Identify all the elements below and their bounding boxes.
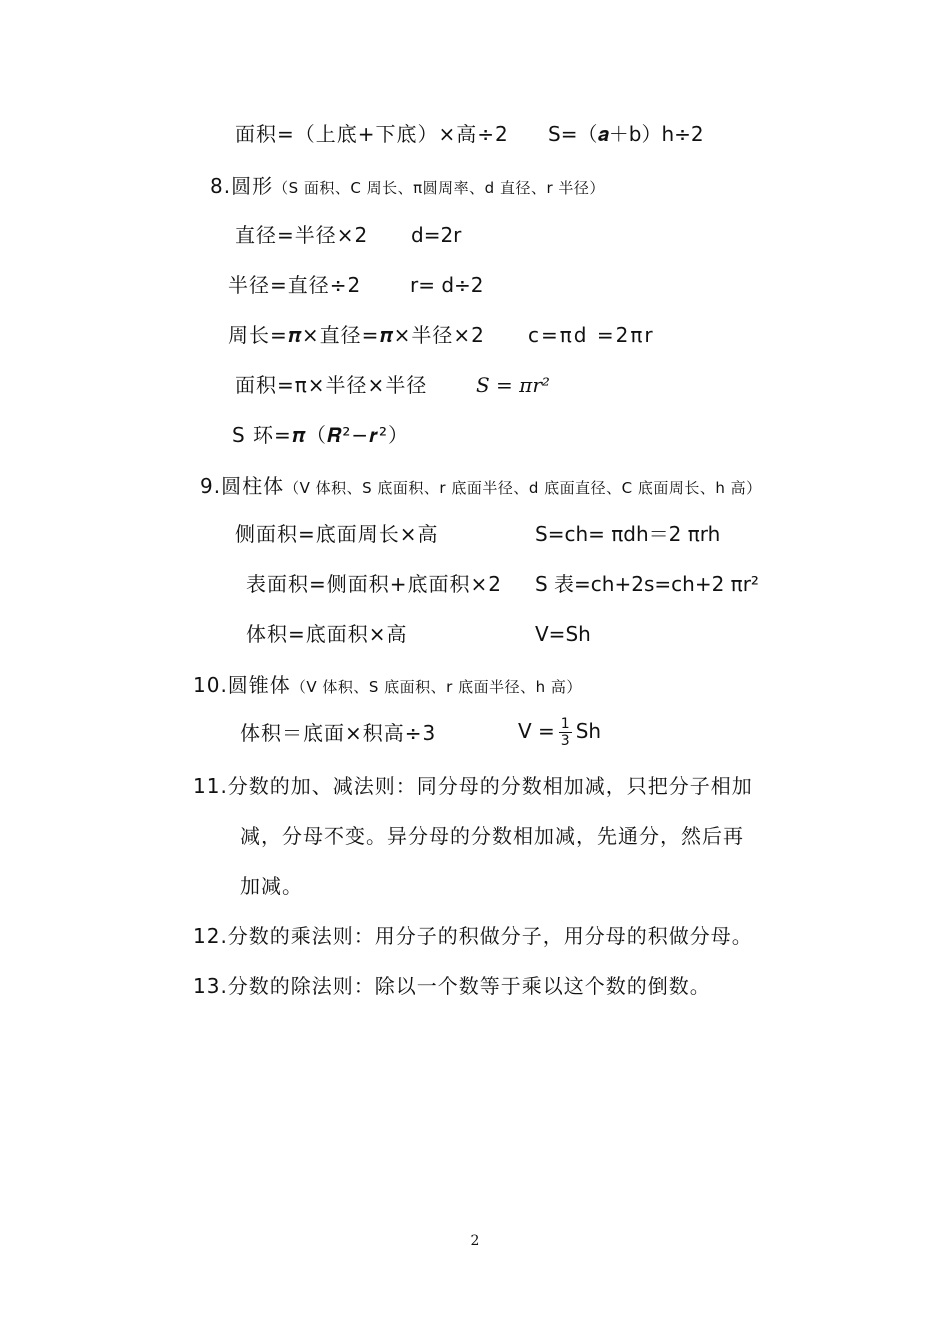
cone-volume-formula [518,716,601,749]
cone-formula-suffix: Sh [575,719,602,743]
cone-heading [193,671,582,701]
rule-11-line-1: 11.分数的加、减法则：同分母的分数相加减，只把分子相加 [193,774,753,798]
cone-heading-title: 10.圆锥体 [193,673,291,697]
cylinder-heading-note: （V 体积、S 底面积、r 底面半径、d 底面直径、C 底面周长、h 高） [284,479,762,497]
fraction-numerator: 1 [560,716,570,732]
rule-12: 12.分数的乘法则：用分子的积做分子，用分母的积做分母。 [193,924,753,948]
cone-volume-text: 体积＝底面×积高÷3 [240,721,437,745]
cylinder-volume-formula: V=Sh [535,622,591,646]
trapezoid-area-formula: S=（𝒂＋b）h÷2 [548,122,704,146]
circle-heading [210,172,605,202]
cone-formula-prefix: V = [518,719,555,743]
circle-heading-title: 8.圆形 [210,174,274,198]
circle-area-text: 面积=π×半径×半径 [235,373,428,397]
circle-diameter-formula: d=2r [411,223,462,247]
circle-heading-note: （S 面积、C 周长、π圆周率、d 直径、r 半径） [273,179,605,197]
cylinder-heading-title: 9.圆柱体 [200,474,285,498]
rule-11-line-2: 减，分母不变。异分母的分数相加减，先通分，然后再 [240,824,744,848]
circle-circumference-text: 周长=𝝅×直径=𝝅×半径×2 [228,323,485,347]
cone-heading-note: （V 体积、S 底面积、r 底面半径、h 高） [290,678,582,696]
cone-formula-fraction [559,716,572,749]
cylinder-surface-area-formula: S 表=ch+2s=ch+2 πr² [535,572,759,596]
circle-diameter-text: 直径=半径×2 [235,223,369,247]
trapezoid-area-text: 面积=（上底+下底）×高÷2 [235,122,509,146]
page-number: 2 [470,1233,480,1249]
cylinder-lateral-area-formula: S=ch= πdh＝2 πrh [535,522,721,546]
circle-ring-area-text: S 环=𝝅（𝑹²−𝒓²） [232,423,410,447]
circle-area-formula: S = πr² [476,373,550,397]
circle-radius-formula: r= d÷2 [410,273,484,297]
cylinder-lateral-area-text: 侧面积=底面周长×高 [235,522,439,546]
fraction-denominator: 3 [560,733,570,749]
circle-radius-text: 半径=直径÷2 [228,273,362,297]
cylinder-heading [200,472,762,502]
rule-13: 13.分数的除法则：除以一个数等于乘以这个数的倒数。 [193,974,711,998]
cylinder-volume-text: 体积=底面积×高 [246,622,408,646]
circle-circumference-formula: c=πd =2πr [528,323,655,347]
cylinder-surface-area-text: 表面积=侧面积+底面积×2 [246,572,502,596]
rule-11-line-3: 加减。 [240,874,303,898]
